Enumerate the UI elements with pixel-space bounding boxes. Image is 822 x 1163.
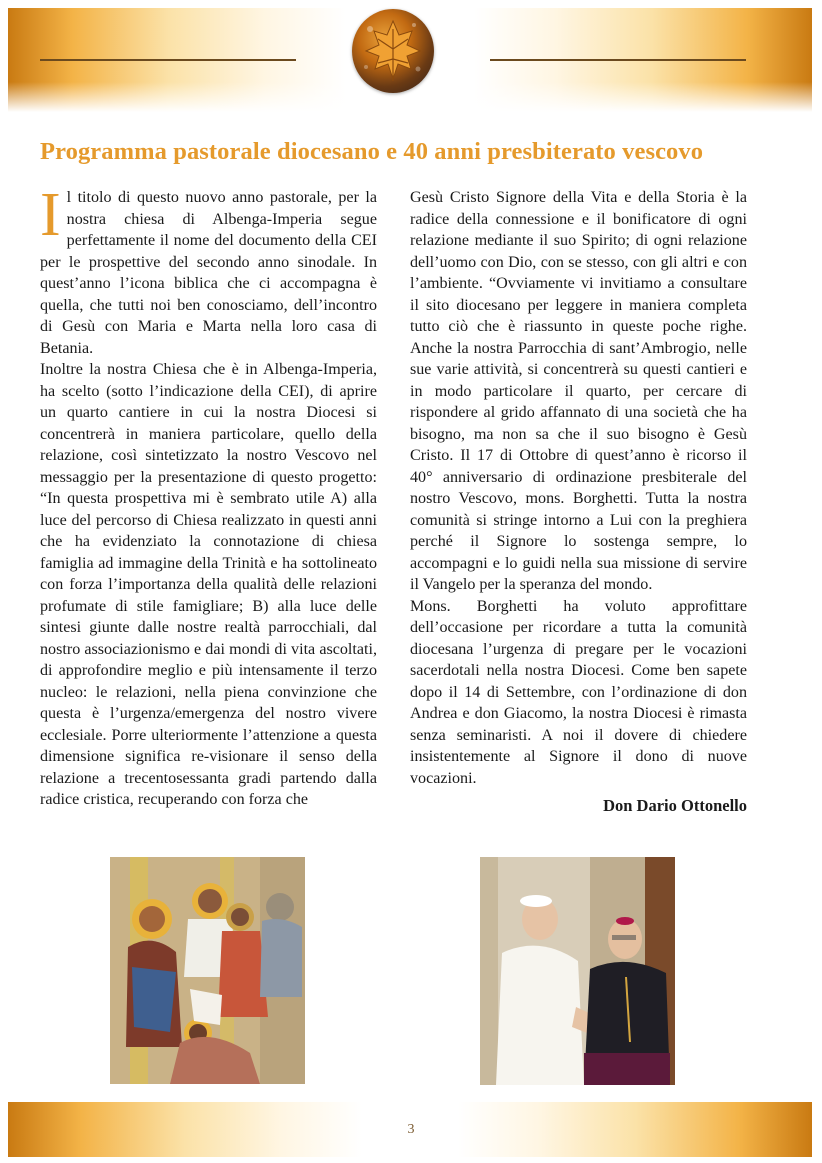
article-left-column: [40, 181, 377, 811]
article-paragraph-text: l titolo di questo nuovo anno pastorale, per la nostra chiesa di Albenga-Imperia segue perfettamente il nome del documento della CEI per le prospettive del secondo anno sinodale. In quest’anno l’icona biblica che ci accompagna è quella, che tutti noi ben conosciamo, dell’incontro di Gesù con Maria e Marta nella loro casa di Betania.: [40, 189, 377, 357]
pope-and-bishop-handshake-image: [480, 857, 675, 1085]
article-title: Programma pastorale diocesano e 40 anni presbiterato vescovo: [40, 138, 704, 165]
drop-cap: I: [40, 181, 61, 249]
article-paragraph: Mons. Borghetti ha voluto approfittare dell’occasione per ricordare a tutta la comunità diocesana l’urgenza di pregare per le vocazioni sacerdotali nella nostra Diocesi. Come ben sapete dopo il 14 di Settembre, con l’ordinazione di don Andrea e don Giacomo, la nostra Diocesi è rimasta senza seminaristi. A noi il dovere di chiedere insistentemente al Signore il dono di nuove vocazioni.: [410, 597, 747, 787]
header-rule-left: [40, 59, 296, 61]
article-paragraph: [40, 181, 377, 359]
header-rule-right: [490, 59, 746, 61]
mosaic-jesus-martha-mary-image: [110, 857, 305, 1084]
article-paragraph: Gesù Cristo Signore della Vita e della Storia è la radice della connessione e il bonificatore di ogni relazione mediante il suo Spirito; di ogni relazione dell’uomo con Dio, con se stesso, con gli altri e con l’ambiente. “Ovviamente vi invitiamo a consultare il sito diocesano per leggere in maniera completa tutto ciò che è riassunto in queste poche righe. Anche la nostra Parrocchia di sant’Ambrogio, nelle sue varie attività, si concentrerà su questi cantieri e in modo particolare il quarto, per cercare di rispondere al grido affannato di una società che ha bisogno, ma non sa che il suo bisogno è Gesù Cristo. Il 17 di Ottobre di quest’anno è ricorso il 40° anniversario di ordinazione presbiterale del nostro Vescovo, mons. Borghetti. Tutta la nostra comunità si stringe intorno a Lui con la preghiera perché il Signore lo sostenga sempre, lo accompagni e lo guidi nella sua missione di servire il Vangelo per la speranza del mondo.: [410, 189, 747, 593]
article-paragraph: Inoltre la nostra Chiesa che è in Albenga-Imperia, ha scelto (sotto l’indicazione della CEI), di aprire un quarto cantiere in cui la nostra Diocesi si concentrerà in maniera particolare, quello della relazione, così sintetizzato la nostro Vescovo nel messaggio per la presentazione di questo progetto: “In questa prospettiva mi è sembrato utile A) alla luce del percorso di Chiesa realizzato in questi anni che ha evidenziato la connotazione di chiesa famiglia ad immagine della Trinità e ha sottolineato con forza l’importanza della qualità delle relazioni profumate di stile famigliare; B) alla luce delle sintesi giunte dalle nostre realtà parrocchiali, dal nostro associazionismo e dai mondi di vita ascoltati, di approfondire meglio e più intensamente il terzo nucleo: le relazioni, nella piena convinzione che questa è l’urgenza/emergenza del nostro vivere ecclesiale. Porre ulteriormente l’attenzione a questa dimensione significa re-visionare il senso della relazione a trecentosessanta gradi partendo dalla radice cristica, recuperando con forza che: [40, 361, 377, 808]
autumn-leaf-icon: [352, 9, 434, 93]
page-number: 3: [407, 1122, 415, 1137]
article-right-column: [410, 187, 747, 817]
author-signature: Don Dario Ottonello: [603, 796, 747, 815]
